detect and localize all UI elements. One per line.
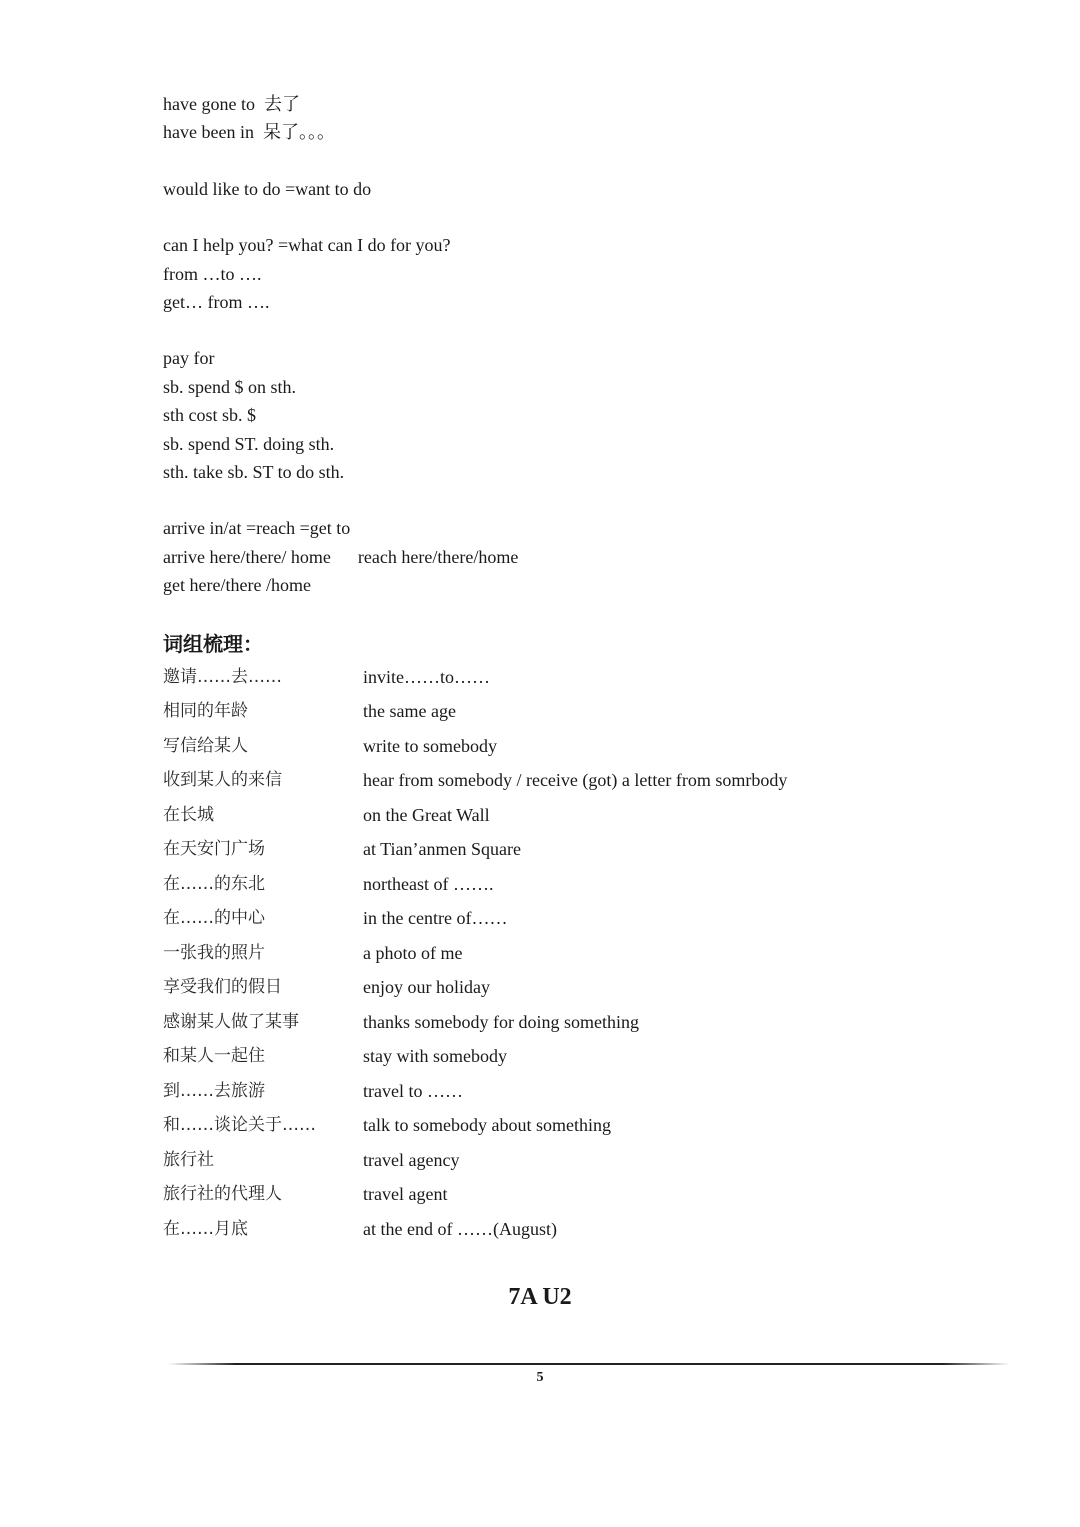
phrase-english: northeast of ……. bbox=[363, 874, 494, 894]
phrase-chinese: 旅行社的代理人 bbox=[163, 1184, 282, 1204]
note-line: have gone to 去了 bbox=[163, 94, 300, 114]
phrase-english: travel agency bbox=[363, 1150, 460, 1170]
note-line: can I help you? =what can I do for you? bbox=[163, 235, 451, 255]
phrase-english: the same age bbox=[363, 701, 456, 721]
note-line: sb. spend $ on sth. bbox=[163, 377, 297, 397]
phrase-chinese: 到……去旅游 bbox=[163, 1081, 265, 1101]
phrase-chinese: 旅行社 bbox=[163, 1150, 214, 1170]
phrase-english: hear from somebody / receive (got) a letter from somrbody bbox=[363, 770, 788, 790]
note-line: from …to …. bbox=[163, 264, 262, 284]
phrase-english: travel agent bbox=[363, 1184, 448, 1204]
phrase-english: thanks somebody for doing something bbox=[363, 1012, 639, 1032]
phrase-english: at Tian’anmen Square bbox=[363, 839, 521, 859]
note-line: pay for bbox=[163, 348, 215, 368]
phrase-chinese: 享受我们的假日 bbox=[163, 977, 282, 997]
phrase-english: travel to …… bbox=[363, 1081, 463, 1101]
phrase-english: a photo of me bbox=[363, 943, 463, 963]
note-line: arrive here/there/ home reach here/there/home bbox=[163, 547, 519, 567]
note-line: arrive in/at =reach =get to bbox=[163, 518, 351, 538]
phrase-english: at the end of ……(August) bbox=[363, 1219, 557, 1239]
phrase-chinese: 收到某人的来信 bbox=[163, 770, 282, 790]
phrase-chinese: 写信给某人 bbox=[163, 736, 248, 756]
phrase-chinese: 相同的年龄 bbox=[163, 701, 248, 721]
phrase-english: enjoy our holiday bbox=[363, 977, 490, 997]
phrase-english: write to somebody bbox=[363, 736, 497, 756]
phrase-chinese: 和……谈论关于…… bbox=[163, 1115, 316, 1135]
note-line: would like to do =want to do bbox=[163, 179, 372, 199]
phrase-english: invite……to…… bbox=[363, 667, 490, 687]
note-line: sth. take sb. ST to do sth. bbox=[163, 462, 345, 482]
page-number: 5 bbox=[536, 1370, 544, 1385]
note-line: get here/there /home bbox=[163, 575, 311, 595]
note-line: sth cost sb. $ bbox=[163, 405, 257, 425]
phrase-chinese: 邀请……去…… bbox=[163, 667, 282, 687]
phrase-chinese: 在……的东北 bbox=[163, 874, 265, 894]
phrases-heading: 词组梳理： bbox=[163, 632, 263, 656]
unit-title: 7A U2 bbox=[508, 1284, 572, 1310]
footer-divider bbox=[168, 1363, 1010, 1365]
phrase-chinese: 感谢某人做了某事 bbox=[163, 1012, 299, 1032]
phrase-english: stay with somebody bbox=[363, 1046, 507, 1066]
note-line: sb. spend ST. doing sth. bbox=[163, 434, 335, 454]
phrase-chinese: 在……的中心 bbox=[163, 908, 265, 928]
phrase-chinese: 和某人一起住 bbox=[163, 1046, 265, 1066]
phrase-english: on the Great Wall bbox=[363, 805, 490, 825]
phrase-chinese: 在天安门广场 bbox=[163, 839, 265, 859]
phrase-english: in the centre of…… bbox=[363, 908, 508, 928]
note-line: get… from …. bbox=[163, 292, 270, 312]
phrase-chinese: 一张我的照片 bbox=[163, 943, 265, 963]
phrase-chinese: 在长城 bbox=[163, 805, 214, 825]
phrase-english: talk to somebody about something bbox=[363, 1115, 611, 1135]
phrase-chinese: 在……月底 bbox=[163, 1219, 248, 1239]
note-line: have been in 呆了。。。 bbox=[163, 122, 335, 142]
